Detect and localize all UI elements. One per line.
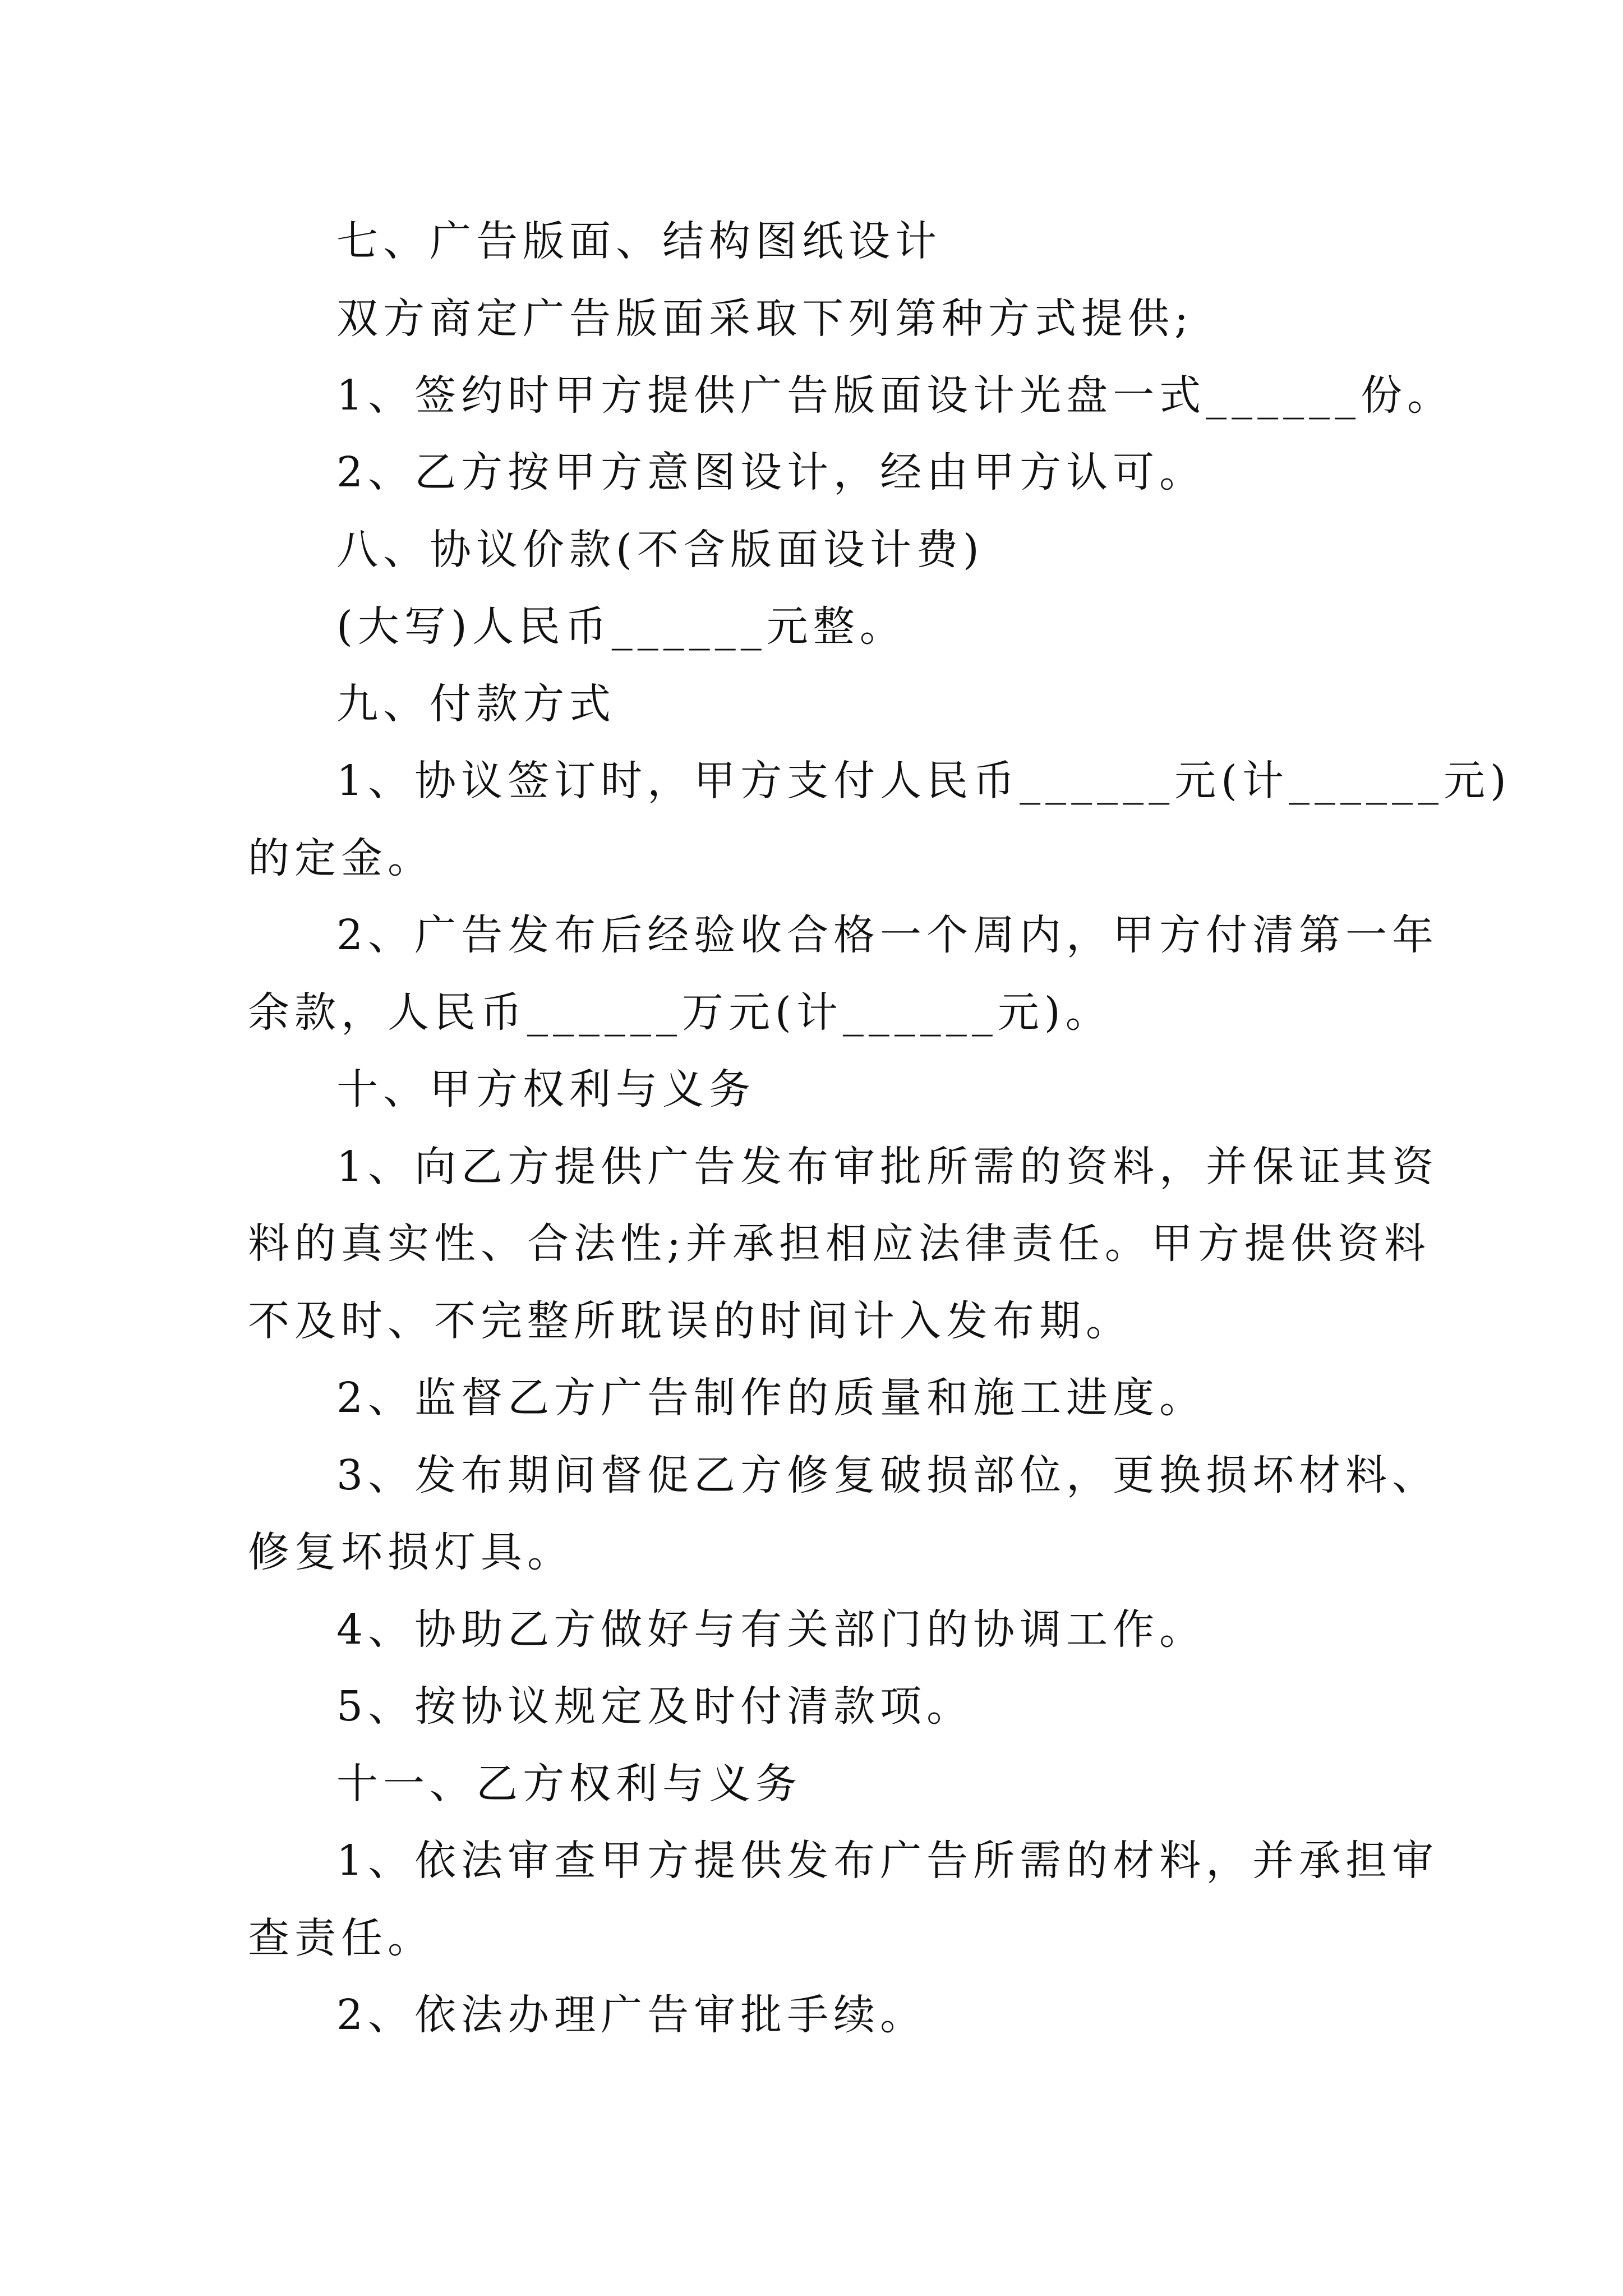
section-heading-7: 七、广告版面、结构图纸设计 xyxy=(336,217,942,265)
paragraph-line: 2、广告发布后经验收合格一个周内，甲方付清第一年 xyxy=(336,911,1439,959)
paragraph-line: 不及时、不完整所耽误的时间计入发布期。 xyxy=(248,1297,1132,1345)
paragraph-line: 1、签约时甲方提供广告版面设计光盘一式______份。 xyxy=(336,371,1454,420)
section-heading-9: 九、付款方式 xyxy=(336,680,616,728)
section-heading-8: 八、协议价款(不含版面设计费) xyxy=(336,526,984,574)
paragraph-line: 修复坏损灯具。 xyxy=(248,1528,574,1576)
paragraph-line: 1、向乙方提供广告发布审批所需的资料，并保证其资 xyxy=(336,1143,1439,1191)
paragraph-line: (大写)人民币______元整。 xyxy=(336,602,906,651)
section-heading-10: 十、甲方权利与义务 xyxy=(336,1065,755,1114)
section-heading-11: 十一、乙方权利与义务 xyxy=(336,1760,802,1808)
paragraph-line: 4、协助乙方做好与有关部门的协调工作。 xyxy=(336,1605,1206,1654)
paragraph-line: 2、依法办理广告审批手续。 xyxy=(336,1991,927,2039)
paragraph-line: 3、发布期间督促乙方修复破损部位，更换损坏材料、 xyxy=(336,1451,1439,1499)
paragraph-line: 1、协议签订时，甲方支付人民币______元(计______元) xyxy=(336,757,1511,805)
paragraph-line: 1、依法审查甲方提供发布广告所需的材料，并承担审 xyxy=(336,1837,1439,1885)
paragraph-line: 料的真实性、合法性;并承担相应法律责任。甲方提供资料 xyxy=(248,1220,1431,1268)
paragraph-line: 余款，人民币______万元(计______元)。 xyxy=(248,988,1112,1037)
paragraph-line: 双方商定广告版面采取下列第种方式提供; xyxy=(336,295,1193,343)
paragraph-line: 的定金。 xyxy=(248,834,434,882)
paragraph-line: 2、监督乙方广告制作的质量和施工进度。 xyxy=(336,1374,1206,1422)
paragraph-line: 查责任。 xyxy=(248,1914,434,1962)
paragraph-line: 5、按协议规定及时付清款项。 xyxy=(336,1682,974,1731)
paragraph-line: 2、乙方按甲方意图设计，经由甲方认可。 xyxy=(336,448,1206,496)
